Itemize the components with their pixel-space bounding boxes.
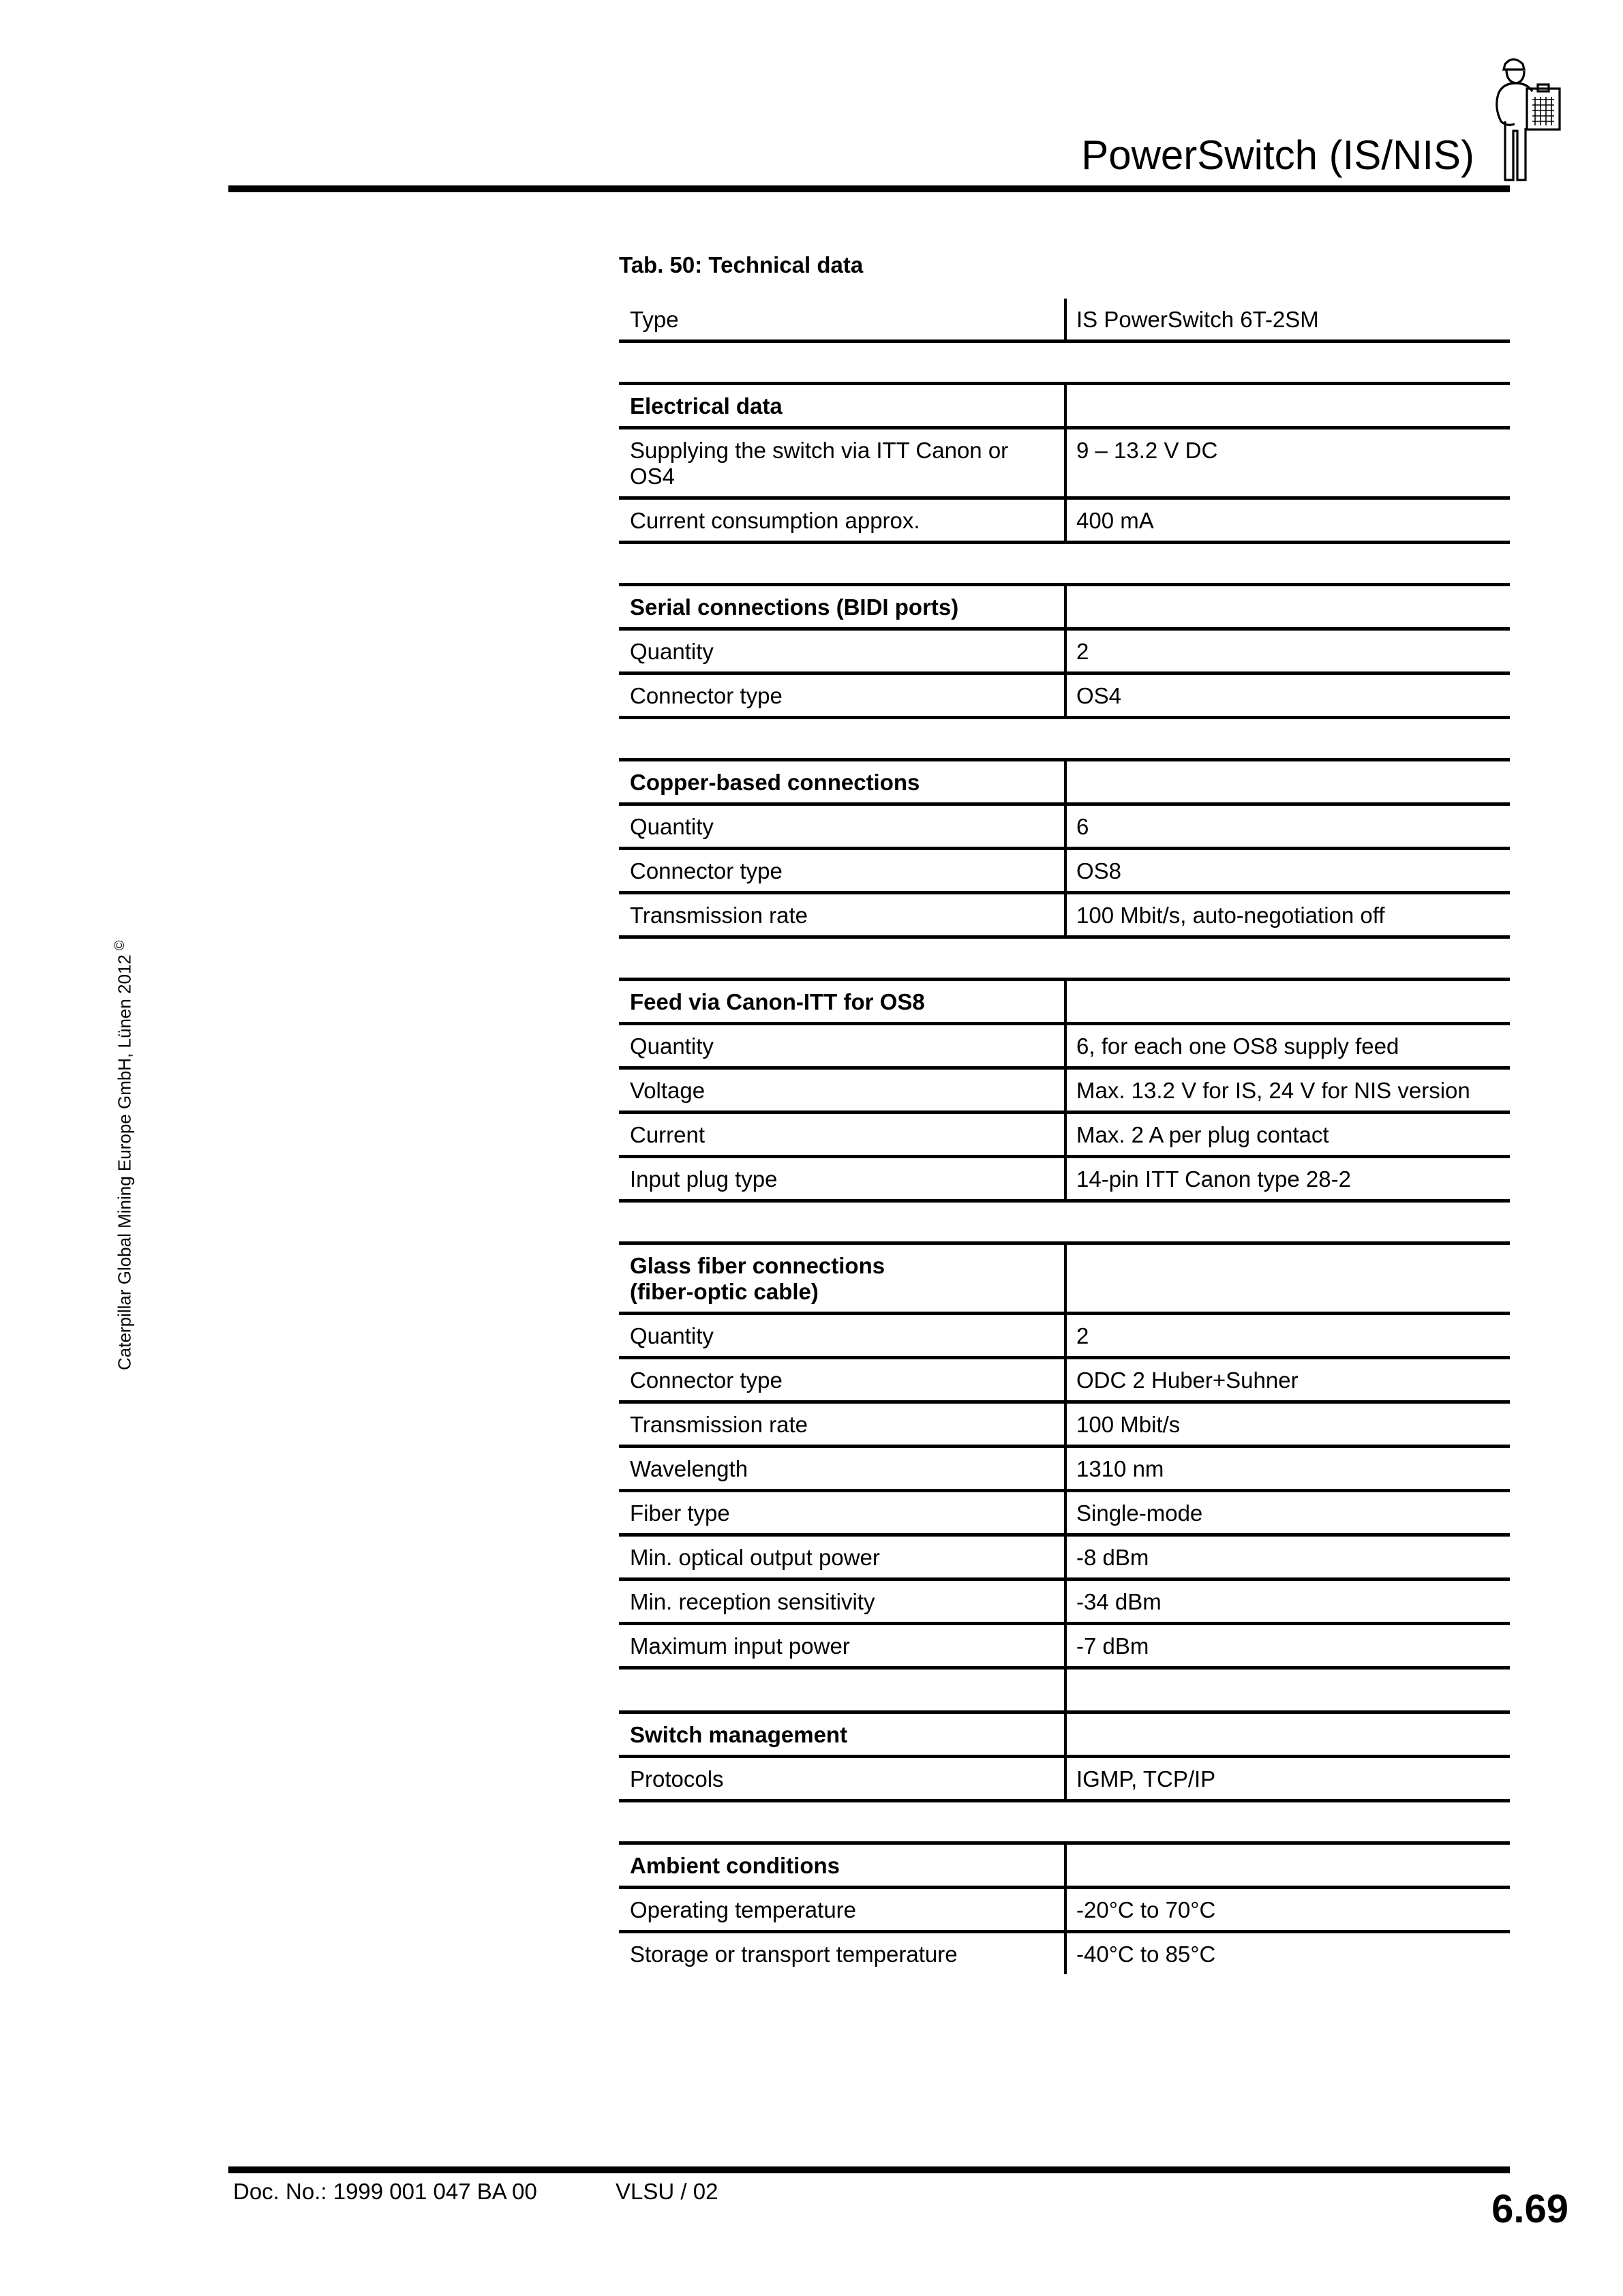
table-row bbox=[619, 1581, 1510, 1625]
row-label: Quantity bbox=[619, 1315, 1067, 1356]
row-label: Transmission rate bbox=[619, 1404, 1067, 1445]
section-title: Electrical data bbox=[619, 385, 1067, 426]
table-row bbox=[619, 1025, 1510, 1070]
table-row bbox=[619, 1158, 1510, 1203]
empty-cell bbox=[1067, 1670, 1510, 1710]
row-value: -7 dBm bbox=[1076, 1633, 1149, 1659]
empty-cell bbox=[1067, 761, 1510, 802]
document-number: Doc. No.: 1999 001 047 BA 00 bbox=[233, 2179, 537, 2204]
row-value: 100 Mbit/s bbox=[1076, 1412, 1181, 1437]
table-row bbox=[619, 631, 1510, 675]
empty-cell bbox=[1067, 1245, 1510, 1312]
technical-data-table bbox=[619, 299, 1510, 1974]
spacer bbox=[619, 1802, 1510, 1841]
row-value: IS PowerSwitch 6T-2SM bbox=[1076, 307, 1319, 332]
row-label: Transmission rate bbox=[619, 894, 1067, 935]
row-value: -40°C to 85°C bbox=[1076, 1942, 1216, 1967]
section-header-feed bbox=[619, 978, 1510, 1025]
table-row bbox=[619, 675, 1510, 719]
section-header-serial bbox=[619, 583, 1510, 631]
spacer bbox=[619, 544, 1510, 583]
row-label: Min. reception sensitivity bbox=[619, 1581, 1067, 1622]
table-row bbox=[619, 1758, 1510, 1802]
table-row bbox=[619, 1492, 1510, 1537]
table-row bbox=[619, 1625, 1510, 1670]
row-value: OS4 bbox=[1076, 683, 1122, 708]
table-row bbox=[619, 1889, 1510, 1933]
copyright-text: Caterpillar Global Mining Europe GmbH, Lünen 2012 bbox=[114, 954, 135, 1370]
row-value: 2 bbox=[1076, 639, 1089, 664]
row-value: -20°C to 70°C bbox=[1076, 1897, 1216, 1922]
section-header-copper bbox=[619, 758, 1510, 806]
copyright-notice bbox=[112, 940, 136, 1370]
row-value: Max. 13.2 V for IS, 24 V for NIS version bbox=[1076, 1078, 1470, 1103]
spacer bbox=[619, 1203, 1510, 1241]
empty-cell bbox=[1067, 981, 1510, 1022]
section-title: Copper-based connections bbox=[619, 761, 1067, 802]
row-label: Maximum input power bbox=[619, 1625, 1067, 1666]
row-label: Connector type bbox=[619, 675, 1067, 716]
row-value: 9 – 13.2 V DC bbox=[1076, 438, 1218, 463]
row-value: Max. 2 A per plug contact bbox=[1076, 1122, 1329, 1147]
row-label: Wavelength bbox=[619, 1448, 1067, 1489]
row-value: ODC 2 Huber+Suhner bbox=[1076, 1368, 1299, 1393]
row-label: Input plug type bbox=[619, 1158, 1067, 1199]
row-value: IGMP, TCP/IP bbox=[1076, 1766, 1216, 1792]
table-row bbox=[619, 500, 1510, 544]
row-value: 2 bbox=[1076, 1323, 1089, 1348]
section-title: Ambient conditions bbox=[619, 1845, 1067, 1886]
row-label: Protocols bbox=[619, 1758, 1067, 1799]
row-label: Quantity bbox=[619, 806, 1067, 847]
header-divider bbox=[228, 185, 1510, 192]
row-label: Type bbox=[619, 299, 1067, 339]
row-value: 400 mA bbox=[1076, 508, 1154, 533]
table-row bbox=[619, 429, 1510, 500]
table-row bbox=[619, 1448, 1510, 1492]
row-label: Fiber type bbox=[619, 1492, 1067, 1533]
footer-divider bbox=[228, 2166, 1510, 2173]
row-label: Current bbox=[619, 1114, 1067, 1155]
table-row bbox=[619, 850, 1510, 894]
section-title: Serial connections (BIDI ports) bbox=[619, 586, 1067, 627]
row-value: 100 Mbit/s, auto-negotiation off bbox=[1076, 903, 1385, 928]
table-row bbox=[619, 1114, 1510, 1158]
row-value: OS8 bbox=[1076, 858, 1122, 883]
empty-cell bbox=[619, 1670, 1067, 1710]
row-value: 1310 nm bbox=[1076, 1456, 1164, 1481]
table-row bbox=[619, 1070, 1510, 1114]
table-caption: Tab. 50: Technical data bbox=[619, 252, 864, 277]
spacer bbox=[619, 343, 1510, 382]
row-label: Supplying the switch via ITT Canon or OS4 bbox=[619, 429, 1067, 496]
copyright-symbol: © bbox=[112, 940, 127, 951]
row-label: Current consumption approx. bbox=[619, 500, 1067, 541]
table-row bbox=[619, 806, 1510, 850]
row-label: Voltage bbox=[619, 1070, 1067, 1111]
section-title: Switch management bbox=[619, 1714, 1067, 1755]
row-value: 14-pin ITT Canon type 28-2 bbox=[1076, 1166, 1351, 1192]
empty-cell bbox=[1067, 1714, 1510, 1755]
section-title: Feed via Canon-ITT for OS8 bbox=[619, 981, 1067, 1022]
empty-cell bbox=[1067, 586, 1510, 627]
row-value: 6, for each one OS8 supply feed bbox=[1076, 1033, 1399, 1059]
row-label: Quantity bbox=[619, 631, 1067, 671]
section-header-electrical bbox=[619, 382, 1510, 429]
row-label: Connector type bbox=[619, 850, 1067, 891]
document-version: VLSU / 02 bbox=[616, 2179, 718, 2204]
page-title: PowerSwitch (IS/NIS) bbox=[1081, 132, 1474, 178]
row-value: Single-mode bbox=[1076, 1500, 1203, 1526]
table-row bbox=[619, 1315, 1510, 1359]
table-row-type bbox=[619, 299, 1510, 343]
table-row bbox=[619, 1404, 1510, 1448]
table-row bbox=[619, 1933, 1510, 1974]
page-number: 6.69 bbox=[1491, 2187, 1568, 2231]
row-value: 6 bbox=[1076, 814, 1089, 839]
spacer bbox=[619, 939, 1510, 978]
row-value: -34 dBm bbox=[1076, 1589, 1162, 1614]
section-title-line1: Glass fiber connections bbox=[630, 1253, 885, 1278]
row-label: Quantity bbox=[619, 1025, 1067, 1066]
table-row bbox=[619, 894, 1510, 939]
section-title-line2: (fiber-optic cable) bbox=[630, 1279, 819, 1304]
table-row bbox=[619, 1359, 1510, 1404]
row-label: Storage or transport temperature bbox=[619, 1933, 1067, 1974]
worker-with-clipboard-icon bbox=[1486, 53, 1568, 183]
table-row bbox=[619, 1537, 1510, 1581]
spacer bbox=[619, 719, 1510, 758]
row-value: -8 dBm bbox=[1076, 1545, 1149, 1570]
empty-cell bbox=[1067, 385, 1510, 426]
section-header-switch-management bbox=[619, 1714, 1510, 1758]
row-label: Connector type bbox=[619, 1359, 1067, 1400]
section-title bbox=[619, 1245, 1067, 1312]
row-label: Min. optical output power bbox=[619, 1537, 1067, 1577]
empty-cell bbox=[1067, 1845, 1510, 1886]
section-header-ambient bbox=[619, 1841, 1510, 1889]
section-header-glass-fiber bbox=[619, 1241, 1510, 1315]
row-label: Operating temperature bbox=[619, 1889, 1067, 1930]
empty-table-row bbox=[619, 1670, 1510, 1714]
